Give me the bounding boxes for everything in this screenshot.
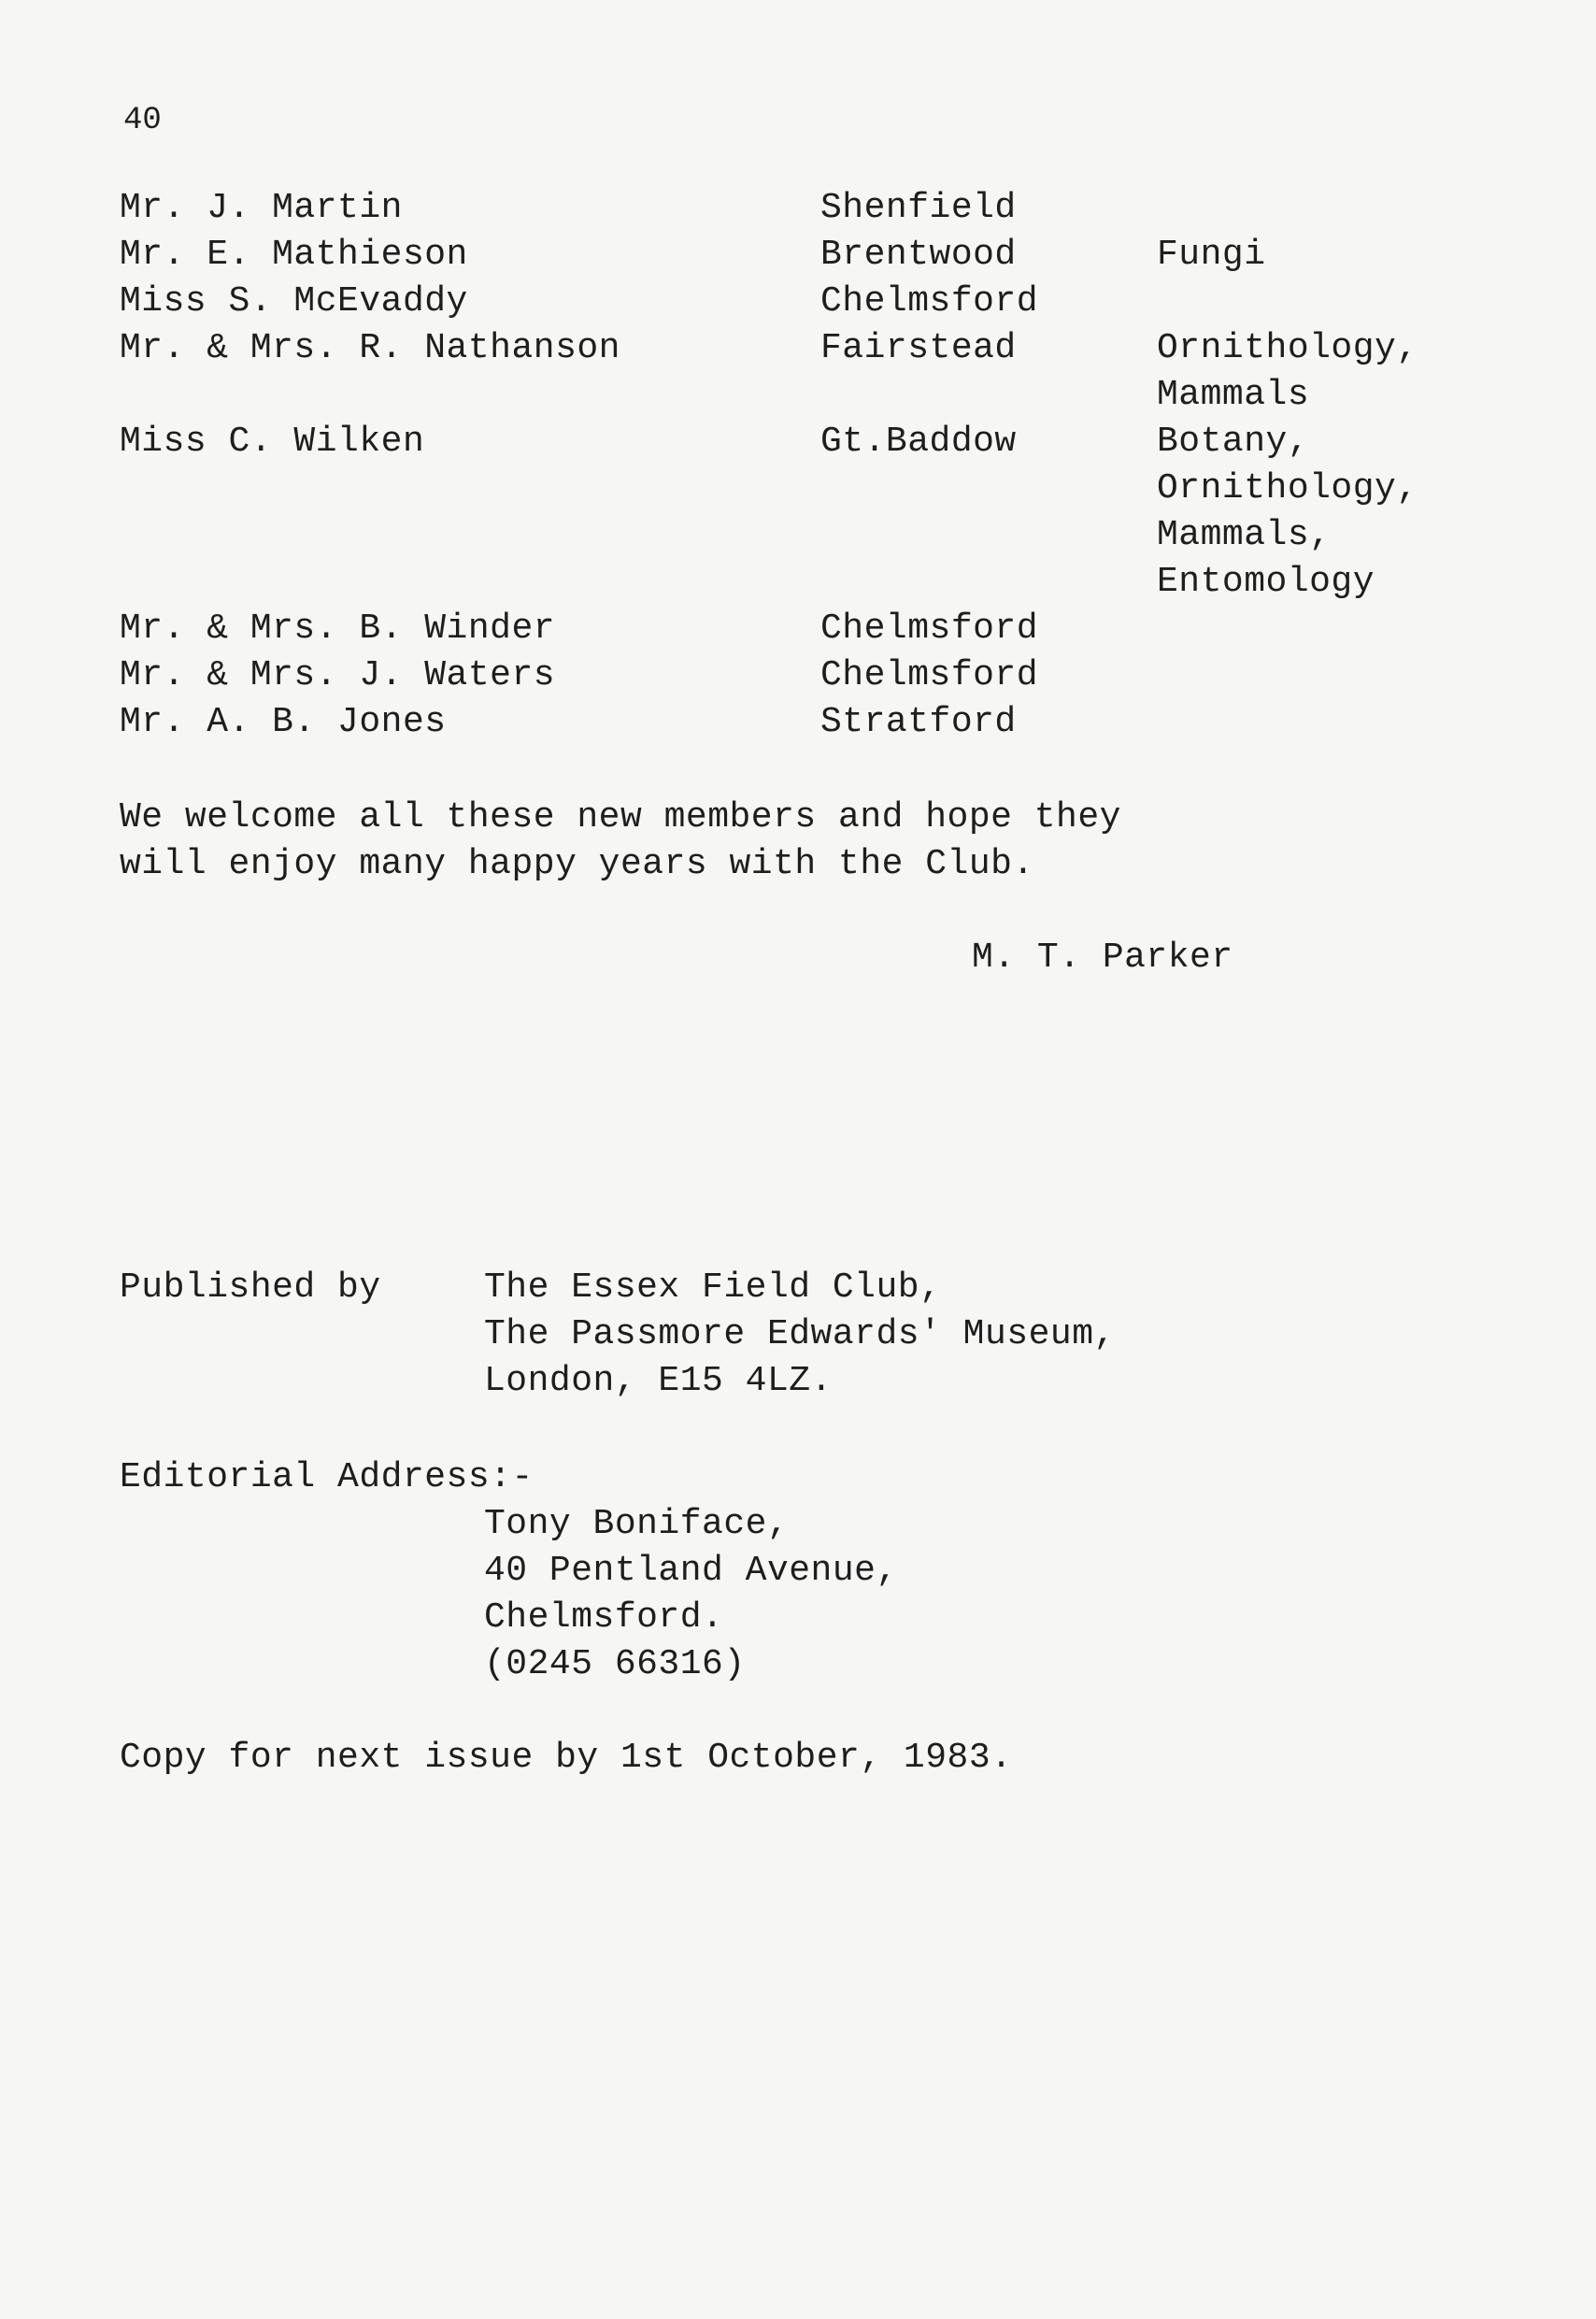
member-name: Mr. & Mrs. R. Nathanson (120, 328, 620, 368)
editorial-line: 40 Pentland Avenue, (484, 1551, 898, 1591)
editorial-label: Editorial Address:- (120, 1457, 534, 1497)
member-interest: Fungi (1157, 235, 1266, 275)
member-name: Mr. J. Martin (120, 188, 403, 228)
member-interest: Ornithology, (1157, 468, 1418, 508)
member-place: Chelmsford (820, 655, 1039, 695)
member-name: Miss S. McEvaddy (120, 281, 468, 322)
member-place: Chelmsford (820, 281, 1039, 322)
welcome-text-line: We welcome all these new members and hope they (120, 797, 1121, 837)
publisher-label: Published by (120, 1267, 381, 1308)
member-place: Chelmsford (820, 608, 1039, 649)
copy-deadline: Copy for next issue by 1st October, 1983. (120, 1738, 1013, 1778)
editorial-line: Chelmsford. (484, 1597, 724, 1638)
publisher-line: The Passmore Edwards' Museum, (484, 1314, 1116, 1354)
member-interest: Ornithology, (1157, 328, 1418, 368)
member-name: Mr. A. B. Jones (120, 702, 447, 742)
member-name: Mr. & Mrs. B. Winder (120, 608, 556, 649)
member-place: Gt.Baddow (820, 422, 1017, 462)
member-interest: Entomology (1157, 562, 1375, 602)
member-place: Brentwood (820, 235, 1017, 275)
member-place: Stratford (820, 702, 1017, 742)
editorial-line: Tony Boniface, (484, 1504, 790, 1544)
member-name: Miss C. Wilken (120, 422, 425, 462)
editorial-line: (0245 66316) (484, 1644, 746, 1684)
signature: M. T. Parker (972, 938, 1233, 978)
member-interest: Mammals (1157, 375, 1310, 415)
member-interest: Botany, (1157, 422, 1310, 462)
welcome-text-line: will enjoy many happy years with the Club. (120, 844, 1034, 884)
member-name: Mr. E. Mathieson (120, 235, 468, 275)
member-interest: Mammals, (1157, 515, 1332, 555)
member-place: Shenfield (820, 188, 1017, 228)
page-number: 40 (123, 103, 162, 138)
publisher-line: The Essex Field Club, (484, 1267, 942, 1308)
member-name: Mr. & Mrs. J. Waters (120, 655, 556, 695)
publisher-line: London, E15 4LZ. (484, 1361, 833, 1401)
member-place: Fairstead (820, 328, 1017, 368)
